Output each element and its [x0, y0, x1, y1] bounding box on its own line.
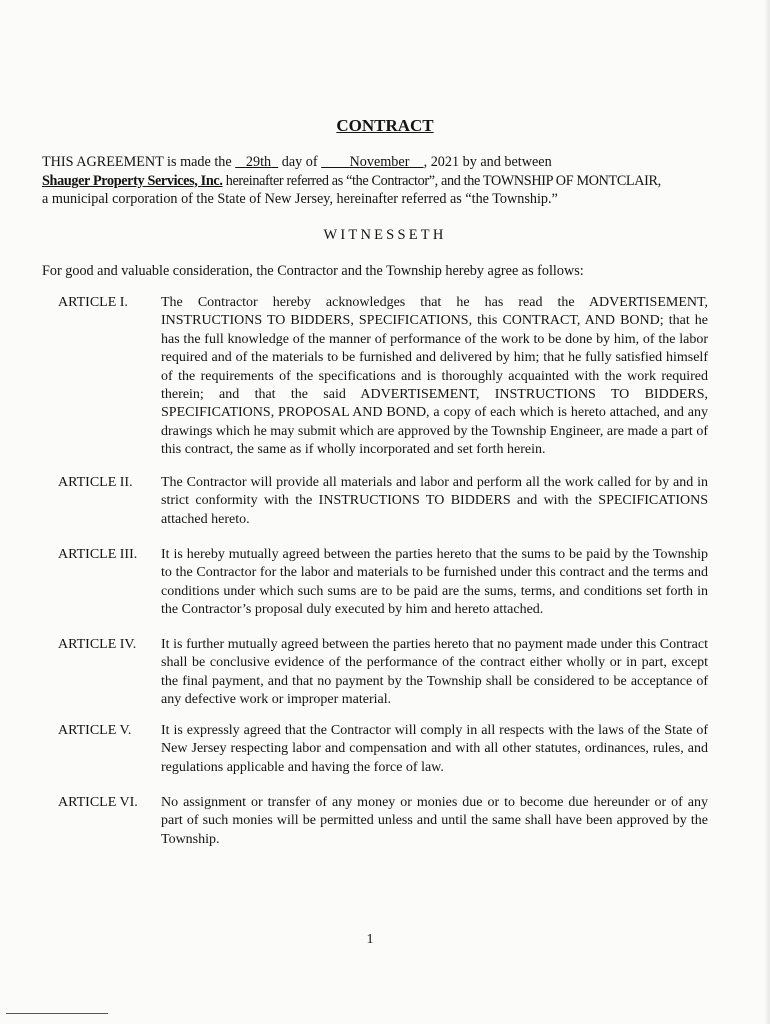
article-label: ARTICLE IV. [58, 637, 137, 652]
contract-title: CONTRACT [336, 116, 434, 135]
article-text: It is hereby mutually agreed between the parties hereto that the sums to be paid by the Township to the Contractor for the labor and materials to be furnished under this contract and the terms and conditions under which such sums are to be paid are the sums, terms, and conditions set forth in the Contractor’s proposal duly executed by him and hereto attached. [161, 547, 708, 618]
article-4 [58, 636, 718, 710]
article-text: No assignment or transfer of any money or monies due or to become due hereunder or of any part of such monies will be permitted unless and until the same shall have been approved by the Township. [161, 795, 708, 847]
page-number: 1 [366, 932, 374, 947]
agreement-line-3: a municipal corporation of the State of New Jersey, hereinafter referred as “the Township.” [42, 191, 558, 207]
article-text: The Contractor will provide all materials and labor and perform all the work called for by and in strict conformity with the INSTRUCTIONS TO BIDDERS and with the SPECIFICATIONS attached hereto. [161, 475, 708, 527]
footer-rule [6, 1013, 108, 1014]
contractor-name: Shauger Property Services, Inc. [42, 172, 223, 189]
agreement-line-2 [42, 172, 722, 191]
article-2 [58, 474, 718, 529]
article-text: It is further mutually agreed between the parties hereto that no payment made under this Contract shall be conclusive evidence of the performance of the contract either wholly or in part, except the final payment, and that no payment by the Township shall be considered to be acceptance of any defective work or improper material. [161, 637, 708, 708]
article-label: ARTICLE V. [58, 723, 132, 738]
agreement-text-2: day of [278, 154, 322, 170]
article-label: ARTICLE III. [58, 547, 138, 562]
article-text: It is expressly agreed that the Contractor will comply in all respects with the laws of the State of New Jersey respecting labor and compensation and with all other statutes, ordinances, rules, and regulations applicable and having the force of law. [161, 723, 708, 775]
scan-edge-shadow [764, 0, 770, 1024]
agreement-day: 29th [245, 154, 272, 170]
article-1 [58, 294, 718, 460]
article-text: The Contractor hereby acknowledges that he has read the ADVERTISEMENT, INSTRUCTIONS TO BIDDERS, SPECIFICATIONS, this CONTRACT, AND BOND; that he has the full knowledge of the manner of performance of the work to be done by him, of the labor required and of the materials to be furnished and delivered by him; that he fully satisfied himself of the requirements of the specifications and is thoroughly acquainted with the work required therein; and that the said ADVERTISEMENT, INSTRUCTIONS TO BIDDERS, SPECIFICATIONS, PROPOSAL AND BOND, a copy of each which is hereto attached, and any drawings which he may submit which are approved by the Township Engineer, are made a part of this contract, the same as if wholly incorporated and set forth herein. [161, 295, 708, 458]
agreement-line-1 [42, 153, 722, 172]
consideration-text: For good and valuable consideration, the Contractor and the Township hereby agree as follows: [42, 263, 584, 279]
agreement-text-1: THIS AGREEMENT is made the [42, 154, 236, 170]
article-label: ARTICLE I. [58, 295, 128, 310]
agreement-paragraph [42, 153, 722, 209]
witnesseth-heading: WITNESSETH [323, 227, 447, 243]
article-label: ARTICLE VI. [58, 795, 138, 810]
agreement-text-4: hereinafter referred as “the Contractor”, and the TOWNSHIP OF MONTCLAIR, [222, 172, 661, 189]
agreement-text-3: , 2021 by and between [423, 154, 552, 170]
agreement-month: November [349, 154, 410, 170]
article-3 [58, 546, 718, 620]
article-6 [58, 794, 718, 849]
article-label: ARTICLE II. [58, 475, 133, 490]
article-5 [58, 722, 718, 777]
